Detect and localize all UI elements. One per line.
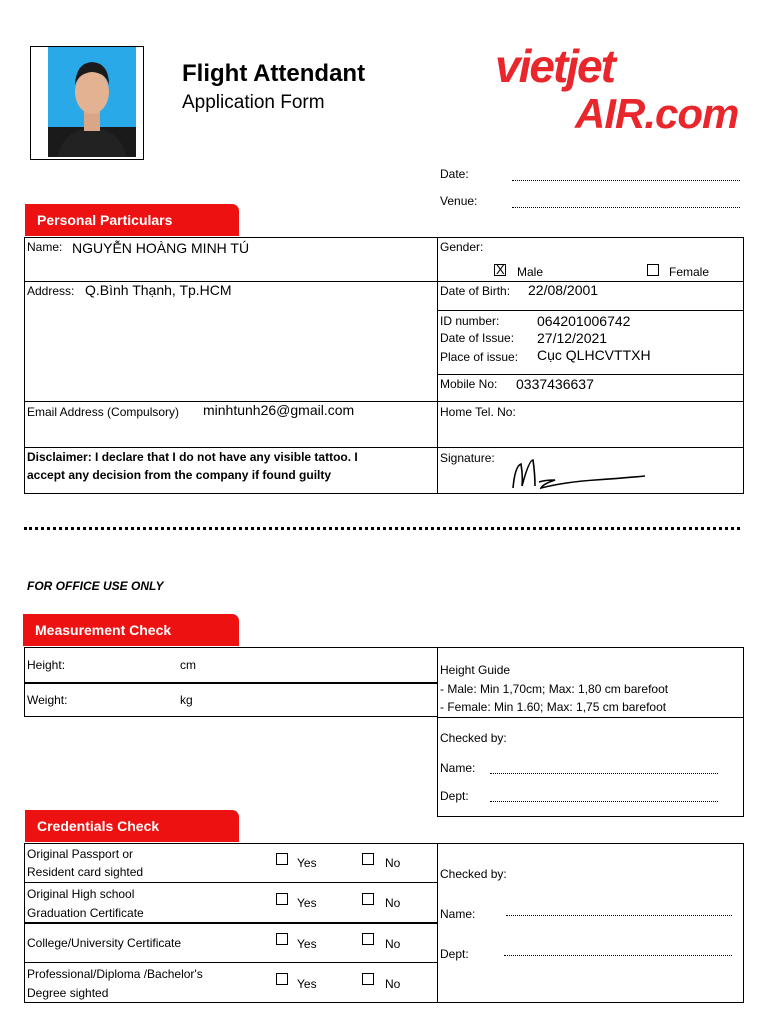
credential-row-3-yes-checkbox[interactable]	[276, 933, 288, 945]
no-label: No	[385, 896, 401, 910]
credential-row-2-yes-checkbox[interactable]	[276, 893, 288, 905]
no-label: No	[385, 977, 401, 991]
weight-unit: kg	[180, 693, 193, 707]
no-label: No	[385, 937, 401, 951]
credential-row-1-no-checkbox[interactable]	[362, 853, 374, 865]
venue-label: Venue:	[440, 194, 478, 208]
issue-place-value[interactable]: Cục QLHCVTTXH	[537, 347, 651, 363]
person-portrait-image	[48, 47, 136, 157]
issue-date-label: Date of Issue:	[440, 331, 515, 345]
dob-value[interactable]: 22/08/2001	[528, 282, 599, 298]
table-divider	[24, 882, 438, 883]
photo-background	[48, 47, 136, 157]
yes-label: Yes	[297, 977, 317, 991]
credential-row-4-line-1: Professional/Diploma /Bachelor's	[27, 967, 203, 981]
male-checkbox[interactable]	[494, 264, 506, 276]
vietjet-air-logo	[495, 40, 745, 135]
signature-label: Signature:	[440, 451, 495, 465]
measurement-checked-by: Checked by:	[440, 731, 507, 745]
issue-date-value[interactable]: 27/12/2021	[537, 330, 608, 346]
table-divider	[24, 401, 744, 402]
table-divider	[437, 310, 744, 311]
female-checkbox[interactable]	[647, 264, 659, 276]
table-divider	[437, 374, 744, 375]
credential-row-4-no-checkbox[interactable]	[362, 973, 374, 985]
applicant-photo	[30, 46, 144, 160]
table-divider	[24, 962, 438, 963]
gender-label: Gender:	[440, 240, 484, 254]
venue-field[interactable]	[512, 207, 740, 208]
office-use-label: FOR OFFICE USE ONLY	[27, 579, 164, 593]
weight-label: Weight:	[27, 693, 68, 707]
credential-row-1-line-1: Original Passport or	[27, 847, 134, 861]
height-label: Height:	[27, 658, 66, 672]
measurement-check-header: Measurement Check	[23, 614, 239, 646]
form-subtitle: Application Form	[182, 92, 325, 113]
height-guide-male: - Male: Min 1,70cm; Max: 1,80 cm barefoot	[440, 682, 669, 696]
issue-place-label: Place of issue:	[440, 350, 519, 364]
measurement-name-label: Name:	[440, 761, 476, 775]
signature-image	[505, 452, 655, 492]
credentials-check-header: Credentials Check	[25, 810, 239, 842]
table-divider	[24, 922, 438, 924]
measurement-name-field[interactable]	[490, 773, 718, 774]
form-title: Flight Attendant	[182, 60, 366, 87]
credentials-dept-label: Dept:	[440, 947, 469, 961]
name-label: Name:	[27, 240, 63, 254]
male-label: Male	[517, 265, 544, 279]
date-field[interactable]	[512, 180, 740, 181]
credential-row-1-line-2: Resident card sighted	[27, 865, 144, 879]
name-value[interactable]: NGUYỄN HOÀNG MINH TÚ	[72, 240, 250, 256]
credential-row-2-no-checkbox[interactable]	[362, 893, 374, 905]
dob-label: Date of Birth:	[440, 284, 511, 298]
email-value[interactable]: minhtunh26@gmail.com	[203, 402, 355, 418]
no-label: No	[385, 856, 401, 870]
credential-row-3-no-checkbox[interactable]	[362, 933, 374, 945]
yes-label: Yes	[297, 937, 317, 951]
date-label: Date:	[440, 167, 469, 181]
table-divider	[24, 682, 438, 684]
table-divider	[437, 237, 438, 494]
credential-row-4-yes-checkbox[interactable]	[276, 973, 288, 985]
yes-label: Yes	[297, 896, 317, 910]
measurement-dept-field[interactable]	[490, 801, 718, 802]
yes-label: Yes	[297, 856, 317, 870]
height-guide-female: - Female: Min 1.60; Max: 1,75 cm barefoot	[440, 700, 667, 714]
home-tel-label: Home Tel. No:	[440, 405, 516, 419]
credentials-name-label: Name:	[440, 907, 476, 921]
table-divider	[24, 447, 744, 448]
credential-row-2-line-1: Original High school	[27, 887, 135, 901]
disclaimer-line-2: accept any decision from the company if found guilty	[27, 468, 332, 482]
male-check-mark: X	[496, 262, 505, 277]
mobile-value[interactable]: 0337436637	[516, 376, 594, 392]
female-label: Female	[669, 265, 710, 279]
id-number-value[interactable]: 064201006742	[537, 313, 631, 329]
disclaimer-line-1: Disclaimer: I declare that I do not have any visible tattoo. I	[27, 450, 358, 464]
credentials-name-field[interactable]	[506, 915, 732, 916]
table-divider	[437, 717, 744, 718]
email-label: Email Address (Compulsory)	[27, 405, 180, 419]
measurement-dept-label: Dept:	[440, 789, 469, 803]
height-guide-title: Height Guide	[440, 663, 511, 677]
logo-text-air: AIR.com	[575, 90, 739, 135]
height-unit: cm	[180, 658, 196, 672]
mobile-label: Mobile No:	[440, 377, 498, 391]
credentials-dept-field[interactable]	[504, 955, 732, 956]
logo-text-vietjet: vietjet	[495, 40, 614, 92]
credential-row-4-line-2: Degree sighted	[27, 986, 109, 1000]
id-number-label: ID number:	[440, 314, 500, 328]
credential-row-3-line-1: College/University Certificate	[27, 936, 182, 950]
credentials-checked-by: Checked by:	[440, 867, 507, 881]
personal-particulars-header: Personal Particulars	[25, 204, 239, 236]
address-label: Address:	[27, 284, 75, 298]
section-separator	[24, 527, 740, 530]
address-value[interactable]: Q.Bình Thạnh, Tp.HCM	[85, 282, 232, 298]
credential-row-2-line-2: Graduation Certificate	[27, 906, 144, 920]
credential-row-1-yes-checkbox[interactable]	[276, 853, 288, 865]
